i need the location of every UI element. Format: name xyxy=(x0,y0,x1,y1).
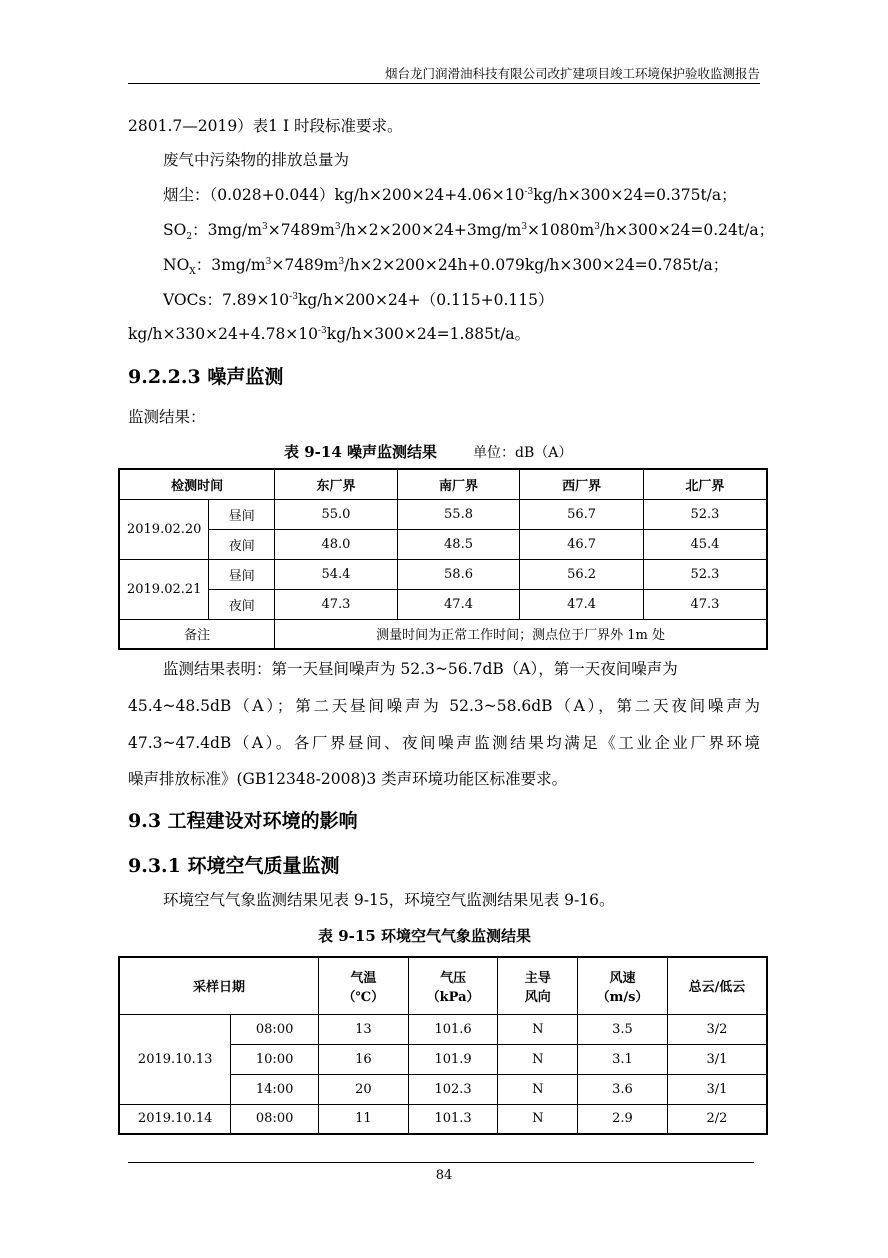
value-cell: 47.3 xyxy=(275,589,398,619)
table-9-14-title: 表 9-14 噪声监测结果 xyxy=(284,443,437,461)
voc-a: VOCs：7.89×10 xyxy=(163,291,290,309)
col-header: 采样日期 xyxy=(119,957,318,1014)
so2-c: /h×2×200×24+3mg/m xyxy=(340,221,522,239)
so2-sup-1: 3 xyxy=(261,221,268,232)
col-header-line2: （kPa） xyxy=(426,989,480,1005)
heading-9-3: 9.3 工程建设对环境的影响 xyxy=(128,810,358,832)
noise-results-label: 监测结果： xyxy=(128,408,206,426)
voc2-b: kg/h×300×24=1.885t/a。 xyxy=(326,325,531,343)
table-row xyxy=(119,589,767,619)
voc2-sup: -3 xyxy=(318,325,327,336)
col-header: 总云/低云 xyxy=(667,957,767,1014)
table-row xyxy=(119,499,767,529)
time-cell: 14:00 xyxy=(231,1074,319,1104)
col-header xyxy=(318,957,408,1014)
col-header-line1: 主导 xyxy=(524,970,551,986)
value-cell: 102.3 xyxy=(408,1074,498,1104)
col-header-line1: 气压 xyxy=(440,970,467,986)
value-cell: 55.8 xyxy=(397,499,520,529)
nox-sup-2: 3 xyxy=(338,256,345,267)
value-cell: 11 xyxy=(318,1104,408,1134)
nox-sub: X xyxy=(189,267,196,278)
so2-sup-2: 3 xyxy=(334,221,341,232)
nox-b: ×7489m xyxy=(271,256,339,274)
value-cell: 3/1 xyxy=(667,1044,767,1074)
date-cell: 2019.10.14 xyxy=(119,1104,231,1134)
period-cell: 夜间 xyxy=(209,589,275,619)
col-header: 南厂界 xyxy=(397,469,520,499)
col-header: 北厂界 xyxy=(643,469,767,499)
value-cell: 3.1 xyxy=(578,1044,668,1074)
so2-e: /h×300×24=0.24t/a； xyxy=(599,221,775,239)
period-cell: 昼间 xyxy=(209,559,275,589)
value-cell: 56.2 xyxy=(520,559,644,589)
nox-a: ：3mg/m xyxy=(195,256,266,274)
noise-conclusion-4: 噪声排放标准》(GB12348-2008)3 类声环境功能区标准要求。 xyxy=(128,770,568,788)
voc2-a: kg/h×330×24+4.78×10 xyxy=(128,325,319,343)
so2-b: ×7489m xyxy=(267,221,335,239)
formula-dust-b: kg/h×300×24=0.375t/a； xyxy=(533,186,737,204)
value-cell: 16 xyxy=(318,1044,408,1074)
heading-9-3-1: 9.3.1 环境空气质量监测 xyxy=(128,855,340,877)
col-header-line1: 风速 xyxy=(609,970,636,986)
table-row-note xyxy=(119,619,767,649)
note-cell: 测量时间为正常工作时间；测点位于厂界外 1m 处 xyxy=(275,619,767,649)
period-cell: 昼间 xyxy=(209,499,275,529)
col-header xyxy=(578,957,668,1014)
heading-noise: 9.2.2.3 噪声监测 xyxy=(128,366,284,388)
col-header: 西厂界 xyxy=(520,469,644,499)
value-cell: 48.5 xyxy=(397,529,520,559)
nox-sup-1: 3 xyxy=(265,256,272,267)
page-number: 84 xyxy=(435,1168,453,1183)
time-cell: 08:00 xyxy=(231,1104,319,1134)
intro-line-2: 废气中污染物的排放总量为 xyxy=(163,151,350,169)
intro-line-1: 2801.7—2019）表1 I 时段标准要求。 xyxy=(128,117,403,135)
formula-dust xyxy=(163,183,737,205)
value-cell: 2.9 xyxy=(578,1104,668,1134)
value-cell: 3.5 xyxy=(578,1014,668,1044)
value-cell: 52.3 xyxy=(643,499,767,529)
date-cell: 2019.02.20 xyxy=(119,499,209,559)
noise-conclusion-2: 45.4~48.5dB（A）；第二天昼间噪声为 52.3~58.6dB（A），第二天夜间噪声为 xyxy=(128,697,760,715)
col-header-line2: （m/s） xyxy=(596,989,649,1005)
value-cell: 3/1 xyxy=(667,1074,767,1104)
col-header-line1: 气温 xyxy=(350,970,377,986)
value-cell: 45.4 xyxy=(643,529,767,559)
so2-sub: 2 xyxy=(186,232,193,243)
time-cell: 08:00 xyxy=(231,1014,319,1044)
formula-voc xyxy=(163,288,553,310)
noise-conclusion-3: 47.3~47.4dB（A）。各厂界昼间、夜间噪声监测结果均满足《工业企业厂界环境 xyxy=(128,734,760,752)
table-row xyxy=(119,529,767,559)
value-cell: 55.0 xyxy=(275,499,398,529)
noise-table xyxy=(118,468,768,650)
period-cell: 夜间 xyxy=(209,529,275,559)
so2-a: ：3mg/m xyxy=(192,221,262,239)
formula-dust-sup: -3 xyxy=(524,186,534,197)
value-cell: 3/2 xyxy=(667,1014,767,1044)
so2-label: SO xyxy=(163,221,187,239)
value-cell: 13 xyxy=(318,1014,408,1044)
formula-nox xyxy=(163,253,729,278)
nox-label: NO xyxy=(163,256,190,274)
so2-sup-4: 3 xyxy=(594,221,600,232)
formula-so2 xyxy=(163,218,775,243)
col-header xyxy=(408,957,498,1014)
value-cell: 47.3 xyxy=(643,589,767,619)
date-cell: 2019.02.21 xyxy=(119,559,209,619)
value-cell: 52.3 xyxy=(643,559,767,589)
value-cell: 48.0 xyxy=(275,529,398,559)
table-9-14-caption xyxy=(284,441,572,462)
value-cell: 56.7 xyxy=(520,499,644,529)
time-cell: 10:00 xyxy=(231,1044,319,1074)
value-cell: 2/2 xyxy=(667,1104,767,1134)
so2-d: ×1080m xyxy=(527,221,595,239)
col-header: 检测时间 xyxy=(119,469,275,499)
value-cell: N xyxy=(498,1104,578,1134)
value-cell: 101.9 xyxy=(408,1044,498,1074)
table-row xyxy=(119,1104,767,1134)
weather-table-header xyxy=(119,957,767,1014)
air-intro: 环境空气气象监测结果见表 9-15，环境空气监测结果见表 9-16。 xyxy=(163,891,615,909)
noise-conclusion-1: 监测结果表明：第一天昼间噪声为 52.3~56.7dB（A），第一天夜间噪声为 xyxy=(163,660,678,678)
weather-table xyxy=(118,956,768,1135)
noise-table-header xyxy=(119,469,767,499)
value-cell: N xyxy=(498,1014,578,1044)
value-cell: 47.4 xyxy=(520,589,644,619)
col-header-line2: （℃） xyxy=(342,989,385,1005)
value-cell: 58.6 xyxy=(397,559,520,589)
running-header: 烟台龙门润滑油科技有限公司改扩建项目竣工环境保护验收监测报告 xyxy=(384,66,760,81)
header-rule xyxy=(128,83,760,84)
formula-voc-cont xyxy=(128,322,530,344)
note-label-cell: 备注 xyxy=(119,619,275,649)
table-9-14-unit: 单位：dB（A） xyxy=(472,445,573,461)
voc-b: kg/h×200×24+（0.115+0.115） xyxy=(297,291,554,309)
footer-rule xyxy=(128,1162,754,1163)
table-row xyxy=(119,1014,767,1044)
value-cell: 54.4 xyxy=(275,559,398,589)
nox-c: /h×2×200×24h+0.079kg/h×300×24=0.785t/a； xyxy=(344,256,729,274)
value-cell: 3.6 xyxy=(578,1074,668,1104)
formula-dust-a: 烟尘：（0.028+0.044）kg/h×200×24+4.06×10 xyxy=(163,186,525,204)
col-header: 东厂界 xyxy=(275,469,398,499)
value-cell: 101.6 xyxy=(408,1014,498,1044)
value-cell: 46.7 xyxy=(520,529,644,559)
table-9-15-caption: 表 9-15 环境空气气象监测结果 xyxy=(318,927,531,945)
value-cell: 20 xyxy=(318,1074,408,1104)
value-cell: 101.3 xyxy=(408,1104,498,1134)
voc-sup: -3 xyxy=(289,291,298,302)
date-cell: 2019.10.13 xyxy=(119,1014,231,1104)
value-cell: 47.4 xyxy=(397,589,520,619)
col-header-line2: 风向 xyxy=(524,989,551,1005)
col-header xyxy=(498,957,578,1014)
value-cell: N xyxy=(498,1044,578,1074)
table-row xyxy=(119,559,767,589)
value-cell: N xyxy=(498,1074,578,1104)
so2-sup-3: 3 xyxy=(521,221,528,232)
